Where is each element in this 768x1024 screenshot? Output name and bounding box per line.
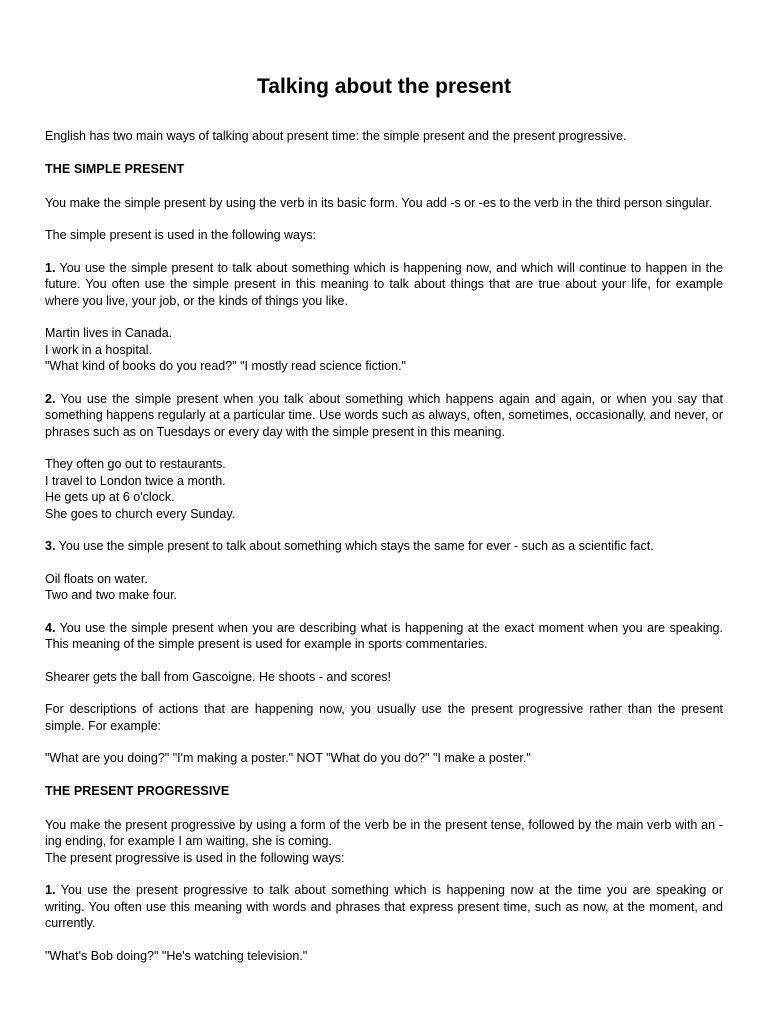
example-line: I work in a hospital. <box>45 342 152 357</box>
simple-present-use-3-examples <box>45 571 723 604</box>
simple-present-formation: You make the simple present by using the verb in its basic form. You add -s or -es to the verb in the third person singular. <box>45 195 713 210</box>
use-number: 1. <box>45 260 56 275</box>
simple-present-use-4-examples <box>45 669 723 686</box>
use-text: You use the present progressive to talk about something which is happening now at the time you are speaking or writing. You often use this meaning with words and phrases that express present time, such as now, at the moment, and currently. <box>45 883 723 930</box>
use-number: 3. <box>45 539 56 553</box>
use-number: 4. <box>45 620 56 635</box>
present-progressive-use-1 <box>45 882 723 932</box>
page-title: Talking about the present <box>257 75 511 98</box>
example-line: Martin lives in Canada. <box>45 326 173 340</box>
simple-present-usage-intro: The simple present is used in the following ways: <box>45 228 316 242</box>
simple-present-note: For descriptions of actions that are happening now, you usually use the present progressive rather than the present simple. For example: <box>45 702 723 733</box>
use-text: You use the simple present when you are describing what is happening at the exact moment when you are speaking. This meaning of the simple present is used for example in sports commentaries. <box>45 620 723 651</box>
use-number: 2. <box>45 391 56 406</box>
example-line: "What kind of books do you read?" "I mostly read science fiction." <box>45 359 406 373</box>
example-line: I travel to London twice a month. <box>45 473 226 488</box>
example-line: Oil floats on water. <box>45 571 148 586</box>
section-heading-simple-present: THE SIMPLE PRESENT <box>45 161 185 176</box>
simple-present-use-1 <box>45 260 723 310</box>
simple-present-use-2 <box>45 391 723 441</box>
section-heading-present-progressive: THE PRESENT PROGRESSIVE <box>45 783 230 798</box>
example-line: They often go out to restaurants. <box>45 457 226 471</box>
simple-present-use-3 <box>45 538 723 555</box>
use-number: 1. <box>45 883 56 897</box>
intro-paragraph: English has two main ways of talking about present time: the simple present and the present progressive. <box>45 129 627 143</box>
use-text: You use the simple present to talk about something which is happening now, and which will continue to happen in the future. You often use the simple present in this meaning to talk about things that are true about your life, for example where you live, your job, or the kinds of things you like. <box>45 260 723 308</box>
example-line: She goes to church every Sunday. <box>45 506 236 521</box>
example-line: Two and two make four. <box>45 588 178 602</box>
use-text: You use the simple present to talk about something which stays the same for ever - such as a scientific fact. <box>55 539 654 553</box>
simple-present-note-example: "What are you doing?" "I'm making a poster." NOT "What do you do?" "I make a poster." <box>45 751 531 765</box>
example-line: He gets up at 6 o'clock. <box>45 490 175 504</box>
simple-present-use-2-examples <box>45 456 723 522</box>
example-line: Shearer gets the ball from Gascoigne. He shoots - and scores! <box>45 669 392 684</box>
present-progressive-usage-intro: The present progressive is used in the following ways: <box>45 850 345 865</box>
use-text: You use the simple present when you talk about something which happens again and again, or when you say that something happens regularly at a particular time. Use words such as always, often, sometimes, occasionally, and never, or phrases such as on Tuesdays or every day with the simple present in this meaning. <box>45 391 723 439</box>
simple-present-use-1-examples <box>45 325 723 375</box>
example-line: "What's Bob doing?" "He's watching television." <box>45 948 308 963</box>
simple-present-use-4 <box>45 620 723 653</box>
present-progressive-use-1-examples <box>45 948 723 965</box>
document-page <box>45 72 723 980</box>
present-progressive-formation: You make the present progressive by using a form of the verb be in the present tense, followed by the main verb with an -ing ending, for example I am waiting, she is coming. <box>45 817 723 848</box>
